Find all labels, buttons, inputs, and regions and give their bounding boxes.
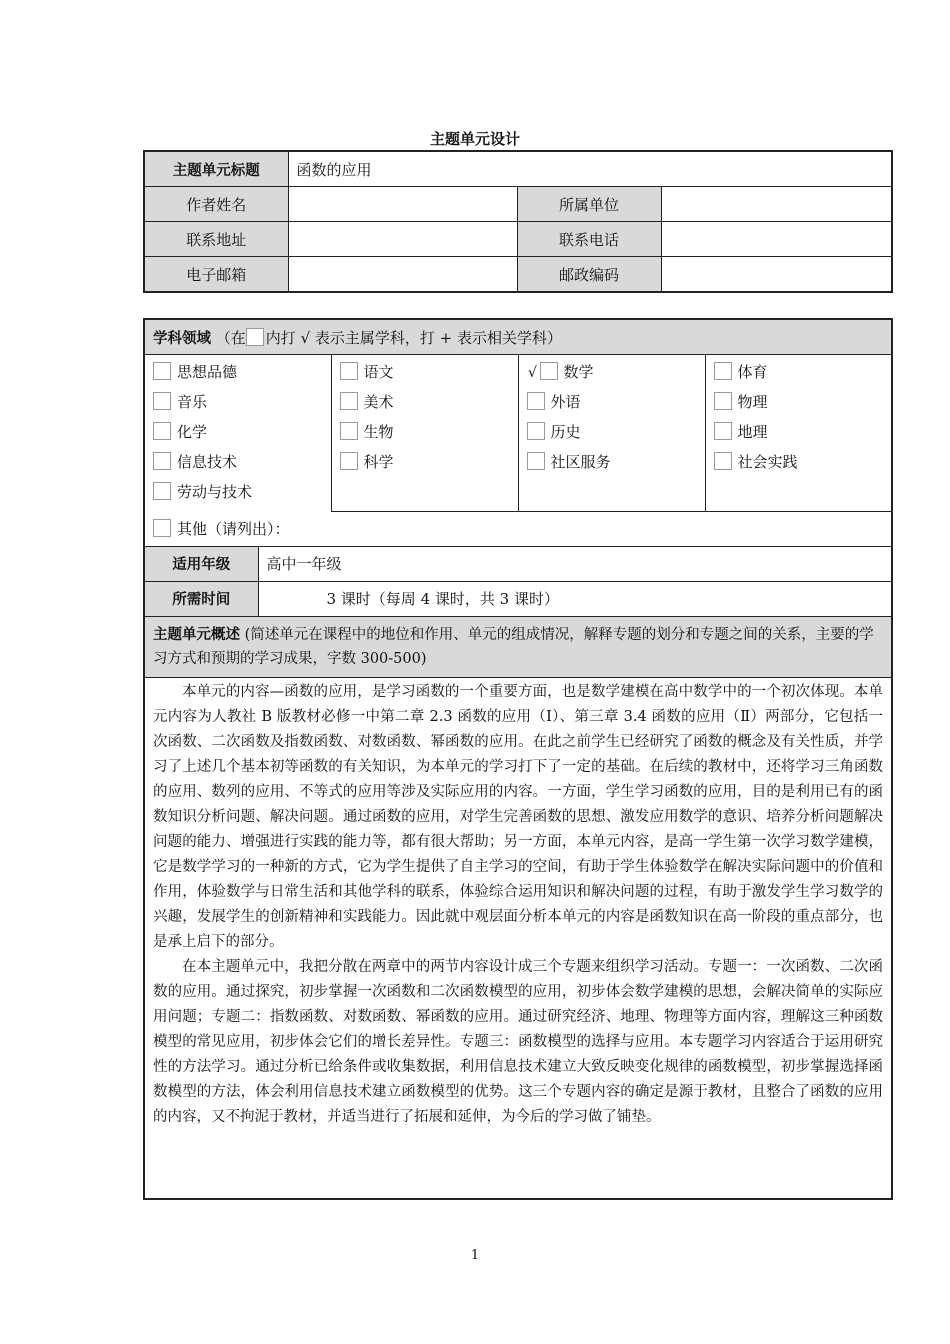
subject-header: [144, 319, 892, 355]
grade-label: 适用年级: [144, 546, 258, 581]
subject-label: 劳动与技术: [177, 483, 253, 501]
subject-label: 体育: [737, 363, 768, 381]
checkbox-icon[interactable]: [340, 392, 358, 410]
subject-checkbox[interactable]: [714, 421, 884, 451]
author-label: 作者姓名: [144, 187, 288, 222]
address-label: 联系地址: [144, 222, 288, 257]
other-subjects-row[interactable]: [144, 511, 892, 546]
checkbox-icon[interactable]: [153, 422, 171, 440]
checkbox-icon[interactable]: [540, 362, 558, 380]
unit-title-field[interactable]: 函数的应用: [288, 151, 892, 187]
page-number: 1: [470, 1248, 480, 1263]
subject-checkbox[interactable]: [340, 421, 510, 451]
checkbox-icon[interactable]: [153, 519, 171, 537]
email-label: 电子邮箱: [144, 257, 288, 293]
subject-label: 社区服务: [550, 453, 611, 471]
phone-label: 联系电话: [517, 222, 661, 257]
subject-checkbox[interactable]: [714, 451, 884, 481]
overview-paragraph: 本单元的内容—函数的应用，是学习函数的一个重要方面，也是数学建模在高中数学中的一个初次体现。本单元内容为人教社 B 版教材必修一中第二章 2.3 函数的应用（Ⅰ）、第三章 3.4 函数的应用（Ⅱ）两部分，它包括一次函数、二次函数及指数函数、对数函数、幂函数的应用。在此之前学生已经研究了函数的概念及有关性质，并学习了上述几个基本初等函数的有关知识，为本单元的学习打下了一定的基础。在后续的教材中，还将学习三角函数的应用、数列的应用、不等式的应用等涉及实际应用的内容。一方面，学生学习函数的应用，目的是利用已有的函数知识分析问题、解决问题。通过函数的应用，对学生完善函数的思想、激发应用数学的意识、培养分析问题解决问题的能力、增强进行实践的能力等，都有很大帮助；另一方面，本单元内容，是高一学生第一次学习数学建模，它是数学学习的一种新的方式，它为学生提供了自主学习的空间，有助于学生体验数学在解决实际问题中的价值和作用，体验数学与日常生活和其他学科的联系，体验综合运用知识和解决问题的过程，有助于激发学生学习数学的兴趣，发展学生的创新精神和实践能力。因此就中观层面分析本单元的内容是函数知识在高一阶段的重点部分，也是承上启下的部分。: [153, 683, 884, 950]
subject-column-1: [144, 355, 331, 512]
checkbox-icon[interactable]: [153, 362, 171, 380]
subject-checkbox[interactable]: [153, 481, 323, 511]
subject-header-pre: （在: [215, 328, 246, 347]
checkbox-icon[interactable]: [340, 362, 358, 380]
subject-label: 美术: [363, 393, 394, 411]
other-subjects-label: 其他（请列出）：: [177, 520, 290, 538]
subject-label: 历史: [550, 423, 581, 441]
document-title: 主题单元设计: [429, 130, 520, 148]
checkbox-icon[interactable]: [153, 392, 171, 410]
time-label: 所需时间: [144, 581, 258, 616]
subject-checkbox[interactable]: [153, 391, 323, 421]
subject-checkbox[interactable]: [153, 451, 323, 481]
checkbox-icon[interactable]: [153, 482, 171, 500]
time-field[interactable]: 3 课时（每周 4 课时，共 3 课时）: [258, 581, 892, 616]
subject-label: 社会实践: [737, 453, 798, 471]
zip-label: 邮政编码: [517, 257, 661, 293]
subject-label: 科学: [363, 453, 394, 471]
checkbox-icon[interactable]: [340, 452, 358, 470]
subject-label: 地理: [737, 423, 768, 441]
overview-note: (简述单元在课程中的地位和作用、单元的组成情况，解释专题的划分和专题之间的关系，主要的学习方式和预期的学习成果，字数 300-500): [153, 626, 874, 667]
checkbox-icon[interactable]: [527, 422, 545, 440]
org-field[interactable]: [661, 187, 892, 222]
subject-column-2: [331, 355, 518, 512]
info-table: [143, 150, 893, 293]
phone-field[interactable]: [661, 222, 892, 257]
checkbox-icon[interactable]: [527, 392, 545, 410]
subject-checkbox[interactable]: [340, 391, 510, 421]
checkbox-icon[interactable]: [714, 452, 732, 470]
subject-header-post: 内打 √ 表示主属学科，打 + 表示相关学科）: [265, 328, 562, 347]
subject-checkbox[interactable]: [153, 421, 323, 451]
subject-label: 物理: [737, 393, 768, 411]
overview-body[interactable]: [144, 677, 892, 1199]
subject-checkbox[interactable]: [714, 391, 884, 421]
subject-label: 化学: [177, 423, 208, 441]
subject-checkbox[interactable]: [340, 451, 510, 481]
checkmark-icon: √: [528, 365, 537, 381]
checkbox-icon[interactable]: [714, 422, 732, 440]
checkbox-icon[interactable]: [340, 422, 358, 440]
subject-checkbox[interactable]: [153, 361, 323, 391]
subject-label: 数学: [563, 363, 594, 381]
subject-header-title: 学科领域: [153, 330, 211, 347]
subject-table: [143, 318, 893, 1200]
subject-label: 信息技术: [177, 453, 238, 471]
zip-field[interactable]: [661, 257, 892, 293]
checkbox-icon[interactable]: [714, 362, 732, 380]
subject-label: 外语: [550, 393, 581, 411]
subject-checkbox[interactable]: [527, 421, 697, 451]
org-label: 所属单位: [517, 187, 661, 222]
checkbox-icon[interactable]: [527, 452, 545, 470]
subject-column-4: [705, 355, 892, 512]
grade-field[interactable]: 高中一年级: [258, 546, 892, 581]
author-field[interactable]: [288, 187, 517, 222]
subject-label: 思想品德: [177, 363, 238, 381]
legend-checkbox-icon: [246, 328, 264, 346]
subject-label: 生物: [363, 423, 394, 441]
checkbox-icon[interactable]: [714, 392, 732, 410]
subject-checkbox[interactable]: [714, 361, 884, 391]
overview-paragraph: 在本主题单元中，我把分散在两章中的两节内容设计成三个专题来组织学习活动。专题一：一次函数、二次函数的应用。通过探究，初步掌握一次函数和二次函数模型的应用，初步体会数学建模的思想，会解决简单的实际应用问题；专题二：指数函数、对数函数、幂函数的应用。通过研究经济、地理、物理等方面内容，理解这三种函数模型的常见应用，初步体会它们的增长差异性。专题三：函数模型的选择与应用。本专题学习内容适合于运用研究性的方法学习。通过分析已给条件或收集数据，利用信息技术建立大致反映变化规律的函数模型，初步掌握选择函数模型的方法，体会利用信息技术建立函数模型的优势。这三个专题内容的确定是源于教材，且整合了函数的应用的内容，又不拘泥于教材，并适当进行了拓展和延伸，为今后的学习做了铺垫。: [153, 958, 884, 1125]
email-field[interactable]: [288, 257, 517, 293]
unit-title-label: 主题单元标题: [144, 151, 288, 187]
subject-checkbox[interactable]: [527, 391, 697, 421]
subject-label: 音乐: [177, 393, 208, 411]
address-field[interactable]: [288, 222, 517, 257]
overview-header: [144, 616, 892, 677]
checkbox-icon[interactable]: [153, 452, 171, 470]
overview-title: 主题单元概述: [153, 626, 240, 643]
subject-checkbox[interactable]: [340, 361, 510, 391]
subject-column-3: [518, 355, 705, 512]
subject-checkbox[interactable]: [527, 451, 697, 481]
subject-label: 语文: [363, 363, 394, 381]
subject-checkbox[interactable]: [527, 361, 697, 391]
